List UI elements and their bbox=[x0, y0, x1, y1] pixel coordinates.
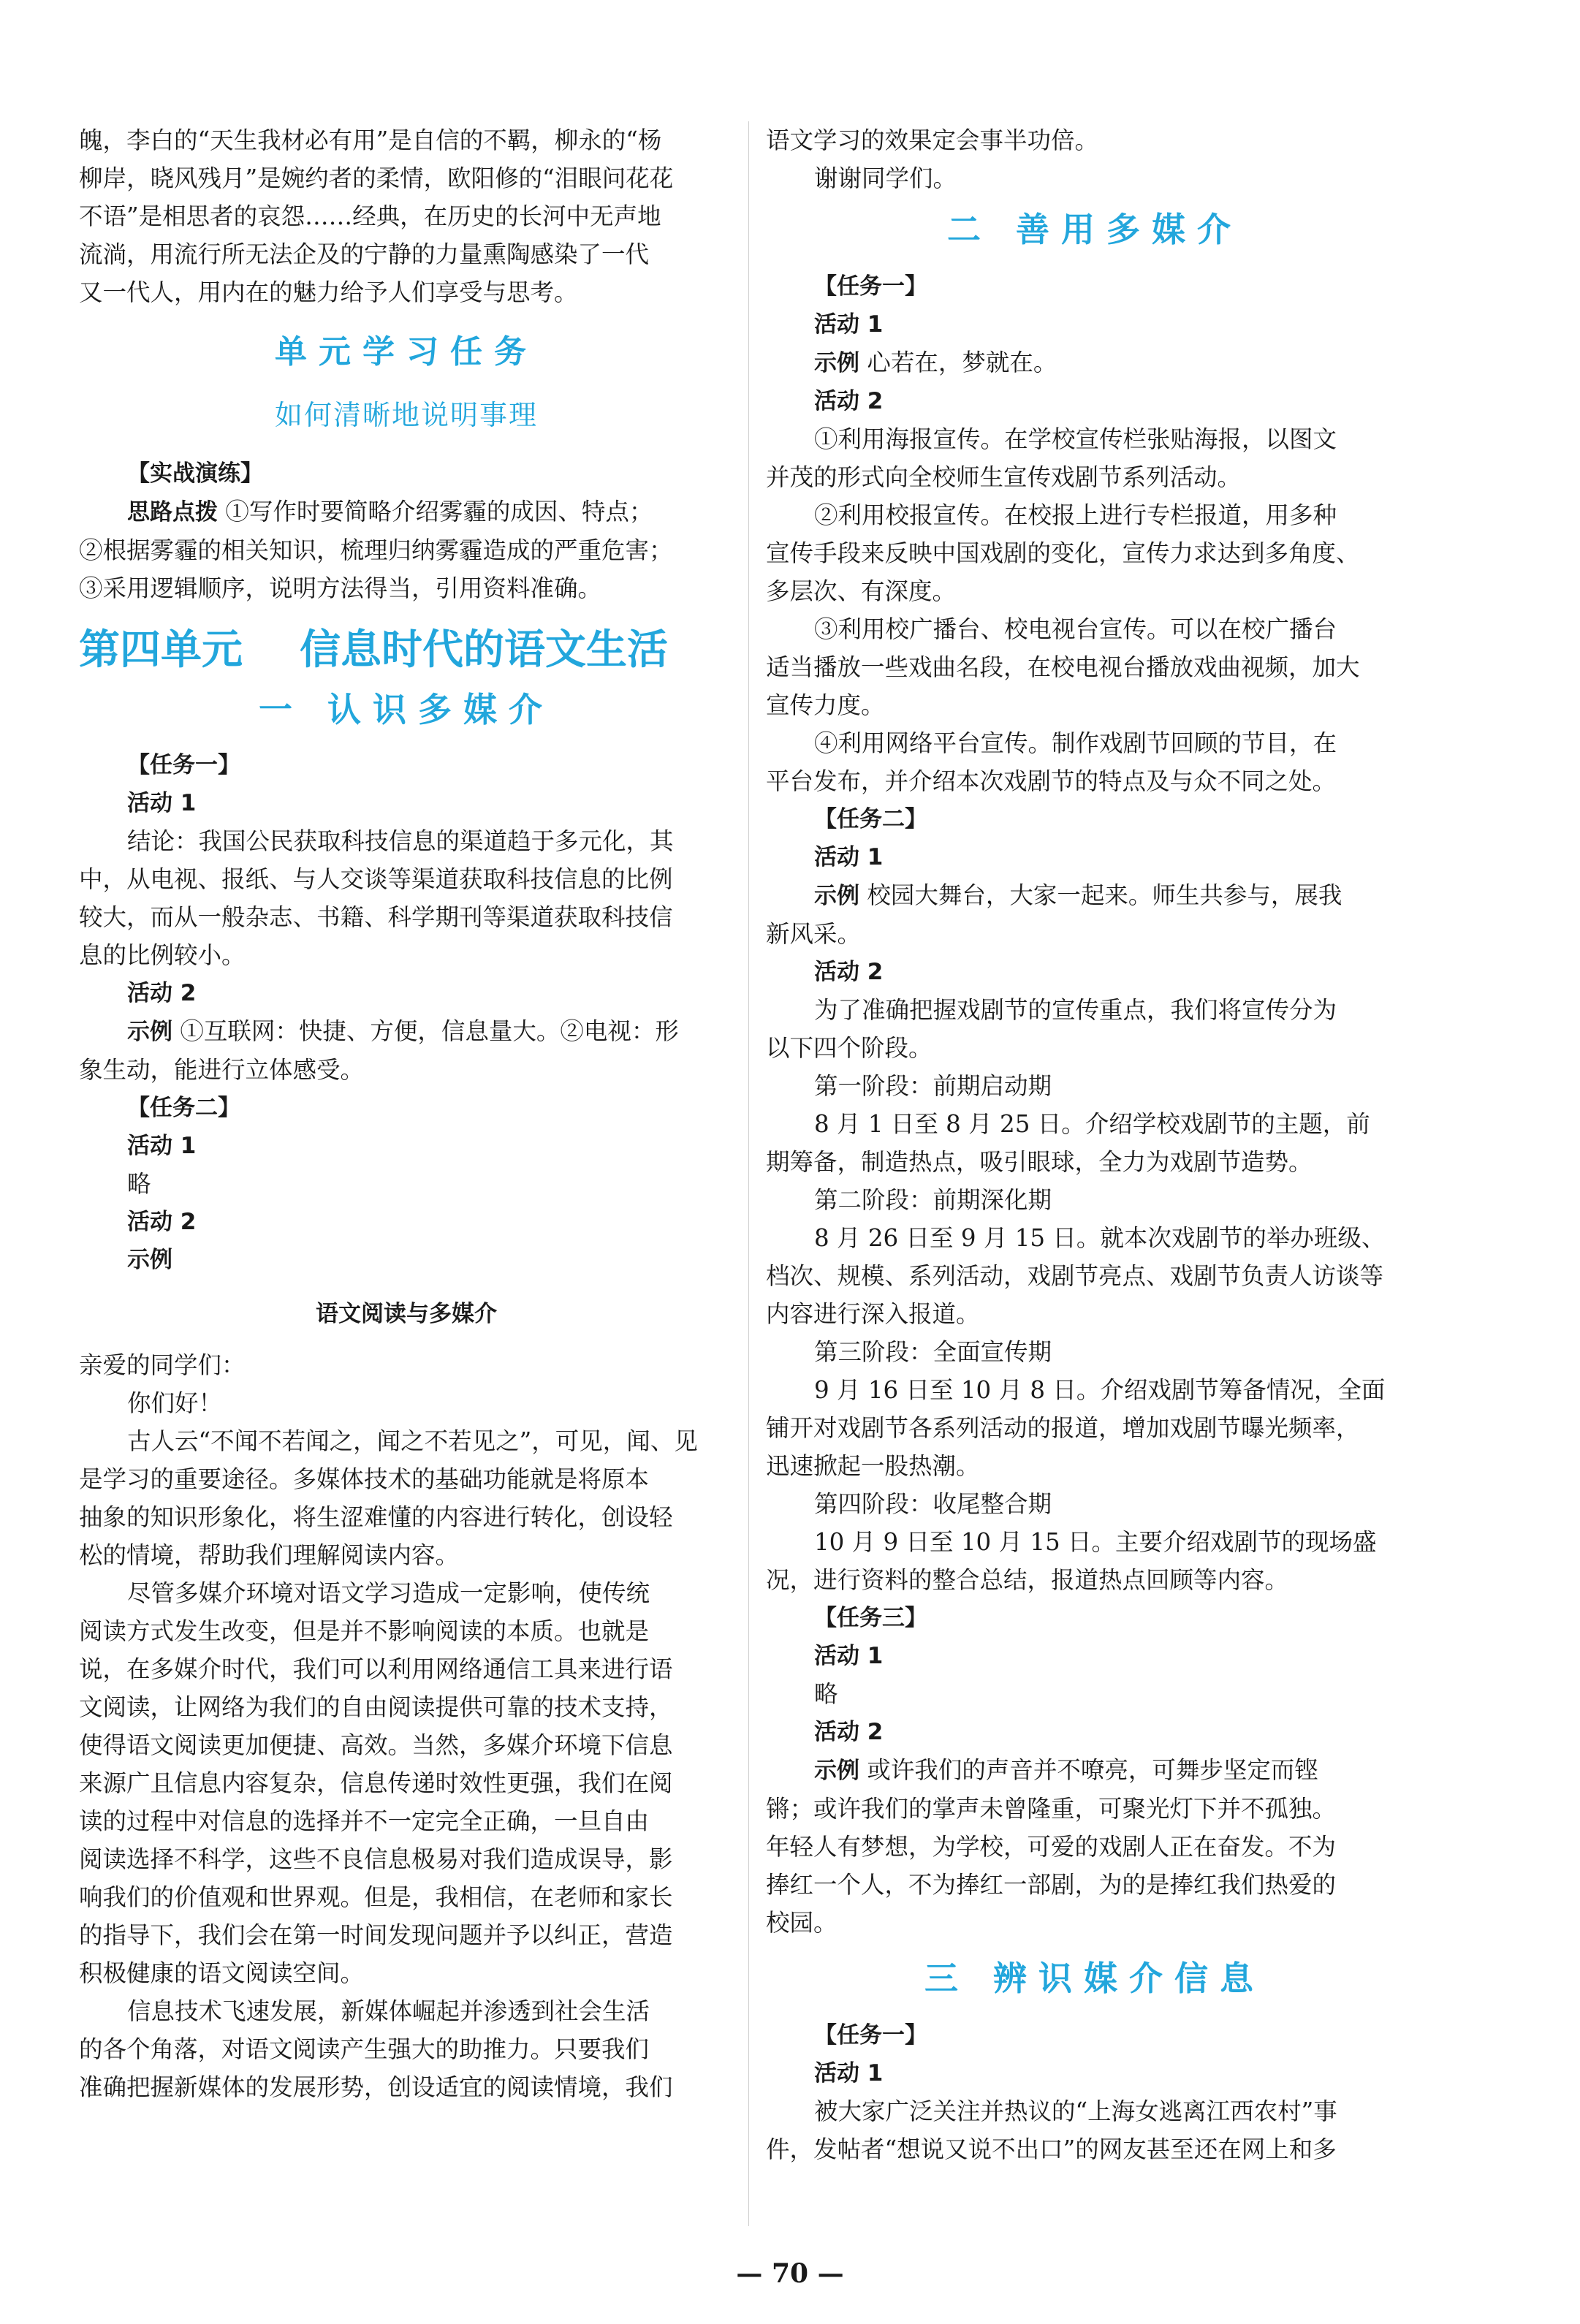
text-line: 较大，而从一般杂志、书籍、科学期刊等渠道获取科技信 bbox=[79, 903, 673, 931]
example-label: 示例 bbox=[127, 1019, 172, 1045]
text-line: 读的过程中对信息的选择并不一定完全正确，一旦自由 bbox=[79, 1807, 650, 1835]
text-line: 柳岸，晓风残月”是婉约者的柔情，欧阳修的“泪眼问花花 bbox=[79, 164, 674, 192]
text-line: ①互联网：快捷、方便，信息量大。②电视：形 bbox=[172, 1017, 679, 1045]
activity-2-label: 活动 2 bbox=[127, 1209, 197, 1235]
task-1-label: 【任务一】 bbox=[814, 273, 927, 300]
text-line: 来源广且信息内容复杂，信息传递时效性更强，我们在阅 bbox=[79, 1769, 673, 1797]
task-2-label: 【任务二】 bbox=[814, 806, 927, 832]
text-line: 息的比例较小。 bbox=[79, 941, 246, 969]
text-line: 抽象的知识形象化，将生涩难懂的内容进行转化，创设轻 bbox=[79, 1503, 673, 1531]
text-line: 适当播放一些戏曲名段，在校电视台播放戏曲视频，加大 bbox=[766, 653, 1360, 681]
text-line: 中，从电视、报纸、与人交谈等渠道获取科技信息的比例 bbox=[79, 865, 673, 893]
unit-task-subheading: 如何清晰地说明事理 bbox=[274, 399, 538, 431]
unit-title: 第四单元 信息时代的语文生活 bbox=[79, 626, 668, 674]
hint-label: 思路点拨 bbox=[127, 499, 218, 525]
text-line: 的指导下，我们会在第一时间发现问题并予以纠正，营造 bbox=[79, 1921, 673, 1949]
activity-1-label: 活动 1 bbox=[814, 844, 884, 870]
stage-1-title: 第一阶段：前期启动期 bbox=[814, 1072, 1052, 1100]
text-line: 的各个角落，对语文阅读产生强大的助推力。只要我们 bbox=[79, 2035, 650, 2063]
text-line: 迅速掀起一股热潮。 bbox=[766, 1452, 980, 1480]
text-line: 又一代人，用内在的魅力给予人们享受与思考。 bbox=[79, 278, 578, 306]
text-line: ④利用网络平台宣传。制作戏剧节回顾的节目，在 bbox=[814, 729, 1337, 757]
left-column bbox=[79, 121, 734, 2106]
text-line: 年轻人有梦想，为学校，可爱的戏剧人正在奋发。不为 bbox=[766, 1833, 1337, 1861]
text-line: 8 月 26 日至 9 月 15 日。就本次戏剧节的举办班级、 bbox=[814, 1224, 1386, 1252]
text-line: ①写作时要简略介绍雾霾的成因、特点； bbox=[218, 498, 653, 525]
text-line: 使得语文阅读更加便捷、高效。当然，多媒介环境下信息 bbox=[79, 1731, 673, 1759]
stage-3-title: 第三阶段：全面宣传期 bbox=[814, 1338, 1052, 1366]
text-line: 内容进行深入报道。 bbox=[766, 1300, 980, 1328]
text-line: 略 bbox=[814, 1680, 838, 1708]
text-line: 谢谢同学们。 bbox=[814, 164, 957, 192]
text-line: 积极健康的语文阅读空间。 bbox=[79, 1959, 365, 1987]
column-divider bbox=[748, 121, 749, 2226]
text-line: ②利用校报宣传。在校报上进行专栏报道，用多种 bbox=[814, 501, 1337, 529]
essay-hello: 你们好！ bbox=[127, 1389, 223, 1417]
text-line: 说，在多媒介时代，我们可以利用网络通信工具来进行语 bbox=[79, 1655, 673, 1683]
activity-1-label: 活动 1 bbox=[127, 1133, 197, 1159]
text-line: 信息技术飞速发展，新媒体崛起并渗透到社会生活 bbox=[127, 1997, 650, 2025]
text-line: 件，发帖者“想说又说不出口”的网友甚至还在网上和多 bbox=[766, 2135, 1337, 2163]
text-line: 语文学习的效果定会事半功倍。 bbox=[766, 126, 1099, 154]
text-line: 校园。 bbox=[766, 1909, 838, 1937]
text-line: 阅读选择不科学，这些不良信息极易对我们造成误导，影 bbox=[79, 1845, 673, 1873]
text-line: 新风采。 bbox=[766, 920, 862, 948]
text-line: 8 月 1 日至 8 月 25 日。介绍学校戏剧节的主题，前 bbox=[814, 1110, 1370, 1138]
section-2-title: 二 善用多媒介 bbox=[946, 210, 1242, 249]
activity-1-label: 活动 1 bbox=[814, 2060, 884, 2086]
text-line: 阅读方式发生改变，但是并不影响阅读的本质。也就是 bbox=[79, 1617, 650, 1645]
text-line: 宣传力度。 bbox=[766, 691, 885, 719]
text-line: 魄，李白的“天生我材必有用”是自信的不羁，柳永的“杨 bbox=[79, 126, 662, 154]
text-line: 平台发布，并介绍本次戏剧节的特点及与众不同之处。 bbox=[766, 767, 1337, 795]
text-line: 校园大舞台，大家一起来。师生共参与，展我 bbox=[859, 881, 1342, 909]
text-line: 宣传手段来反映中国戏剧的变化，宣传力求达到多角度、 bbox=[766, 539, 1360, 567]
activity-2-label: 活动 2 bbox=[814, 388, 884, 414]
text-line: 档次、规模、系列活动，戏剧节亮点、戏剧节负责人访谈等 bbox=[766, 1262, 1384, 1290]
text-line: 松的情境，帮助我们理解阅读内容。 bbox=[79, 1541, 460, 1569]
essay-title: 语文阅读与多媒介 bbox=[316, 1301, 497, 1327]
text-line: 锵；或许我们的掌声未曾隆重，可聚光灯下并不孤独。 bbox=[766, 1795, 1337, 1823]
task-1-label: 【任务一】 bbox=[814, 2022, 927, 2048]
stage-2-title: 第二阶段：前期深化期 bbox=[814, 1186, 1052, 1214]
text-line: 结论：我国公民获取科技信息的渠道趋于多元化，其 bbox=[127, 827, 674, 855]
text-line: 多层次、有深度。 bbox=[766, 577, 957, 605]
text-line: 况，进行资料的整合总结，报道热点回顾等内容。 bbox=[766, 1566, 1289, 1594]
section-1-title: 一 认识多媒介 bbox=[258, 690, 554, 729]
page-number: — 70 — bbox=[736, 2258, 844, 2289]
activity-2-label: 活动 2 bbox=[814, 1719, 884, 1745]
text-line: 并茂的形式向全校师生宣传戏剧节系列活动。 bbox=[766, 463, 1242, 491]
text-line: ③采用逻辑顺序，说明方法得当，引用资料准确。 bbox=[79, 574, 602, 602]
text-line: 期筹备，制造热点，吸引眼球，全力为戏剧节造势。 bbox=[766, 1148, 1313, 1176]
activity-1-label: 活动 1 bbox=[814, 311, 884, 338]
text-line: 古人云“不闻不若闻之，闻之不若见之”，可见，闻、见 bbox=[127, 1427, 698, 1455]
text-line: 响我们的价值观和世界观。但是，我相信，在老师和家长 bbox=[79, 1883, 673, 1911]
activity-1-label: 活动 1 bbox=[814, 1643, 884, 1669]
right-column bbox=[766, 121, 1424, 2168]
text-line: 不语”是相思者的哀怨……经典，在历史的长河中无声地 bbox=[79, 202, 661, 230]
example-label: 示例 bbox=[814, 883, 859, 909]
text-line: 文阅读，让网络为我们的自由阅读提供可靠的技术支持， bbox=[79, 1693, 673, 1721]
task-2-label: 【任务二】 bbox=[127, 1095, 240, 1121]
essay-greeting: 亲爱的同学们： bbox=[79, 1351, 246, 1379]
example-label: 示例 bbox=[814, 350, 859, 376]
text-line: 尽管多媒介环境对语文学习造成一定影响，使传统 bbox=[127, 1579, 650, 1607]
activity-2-label: 活动 2 bbox=[127, 980, 197, 1006]
text-line: ①利用海报宣传。在学校宣传栏张贴海报，以图文 bbox=[814, 425, 1337, 453]
intro-paragraph bbox=[79, 121, 734, 311]
practice-label: 【实战演练】 bbox=[127, 460, 263, 487]
text-line: 流淌，用流行所无法企及的宁静的力量熏陶感染了一代 bbox=[79, 240, 650, 268]
text-line: 略 bbox=[127, 1170, 151, 1198]
text-line: 9 月 16 日至 10 月 8 日。介绍戏剧节筹备情况，全面 bbox=[814, 1376, 1386, 1404]
task-3-label: 【任务三】 bbox=[814, 1605, 927, 1631]
example-label: 示例 bbox=[127, 1247, 172, 1273]
text-line: 象生动，能进行立体感受。 bbox=[79, 1056, 365, 1084]
text-line: 铺开对戏剧节各系列活动的报道，增加戏剧节曝光频率， bbox=[766, 1414, 1360, 1442]
task-1-label: 【任务一】 bbox=[127, 752, 240, 778]
example-label: 示例 bbox=[814, 1758, 859, 1784]
text-line: 心若在，梦就在。 bbox=[859, 349, 1057, 376]
activity-2-label: 活动 2 bbox=[814, 959, 884, 985]
text-line: 是学习的重要途径。多媒体技术的基础功能就是将原本 bbox=[79, 1465, 650, 1493]
text-line: 10 月 9 日至 10 月 15 日。主要介绍戏剧节的现场盛 bbox=[814, 1528, 1377, 1556]
activity-1-label: 活动 1 bbox=[127, 790, 197, 816]
text-line: 或许我们的声音并不嘹亮，可舞步坚定而铿 bbox=[859, 1756, 1318, 1784]
text-line: 捧红一个人，不为捧红一部剧，为的是捧红我们热爱的 bbox=[766, 1871, 1337, 1899]
text-line: 准确把握新媒体的发展形势，创设适宜的阅读情境，我们 bbox=[79, 2073, 673, 2101]
text-line: ②根据雾霾的相关知识，梳理归纳雾霾造成的严重危害； bbox=[79, 536, 673, 564]
text-line: ③利用校广播台、校电视台宣传。可以在校广播台 bbox=[814, 615, 1337, 643]
section-3-title: 三 辨识媒介信息 bbox=[924, 1959, 1265, 1998]
text-line: 被大家广泛关注并热议的“上海女逃离江西农村”事 bbox=[814, 2097, 1337, 2125]
text-line: 以下四个阶段。 bbox=[766, 1034, 933, 1062]
unit-task-heading: 单元学习任务 bbox=[275, 333, 538, 371]
text-line: 为了准确把握戏剧节的宣传重点，我们将宣传分为 bbox=[814, 996, 1337, 1024]
stage-4-title: 第四阶段：收尾整合期 bbox=[814, 1490, 1052, 1518]
